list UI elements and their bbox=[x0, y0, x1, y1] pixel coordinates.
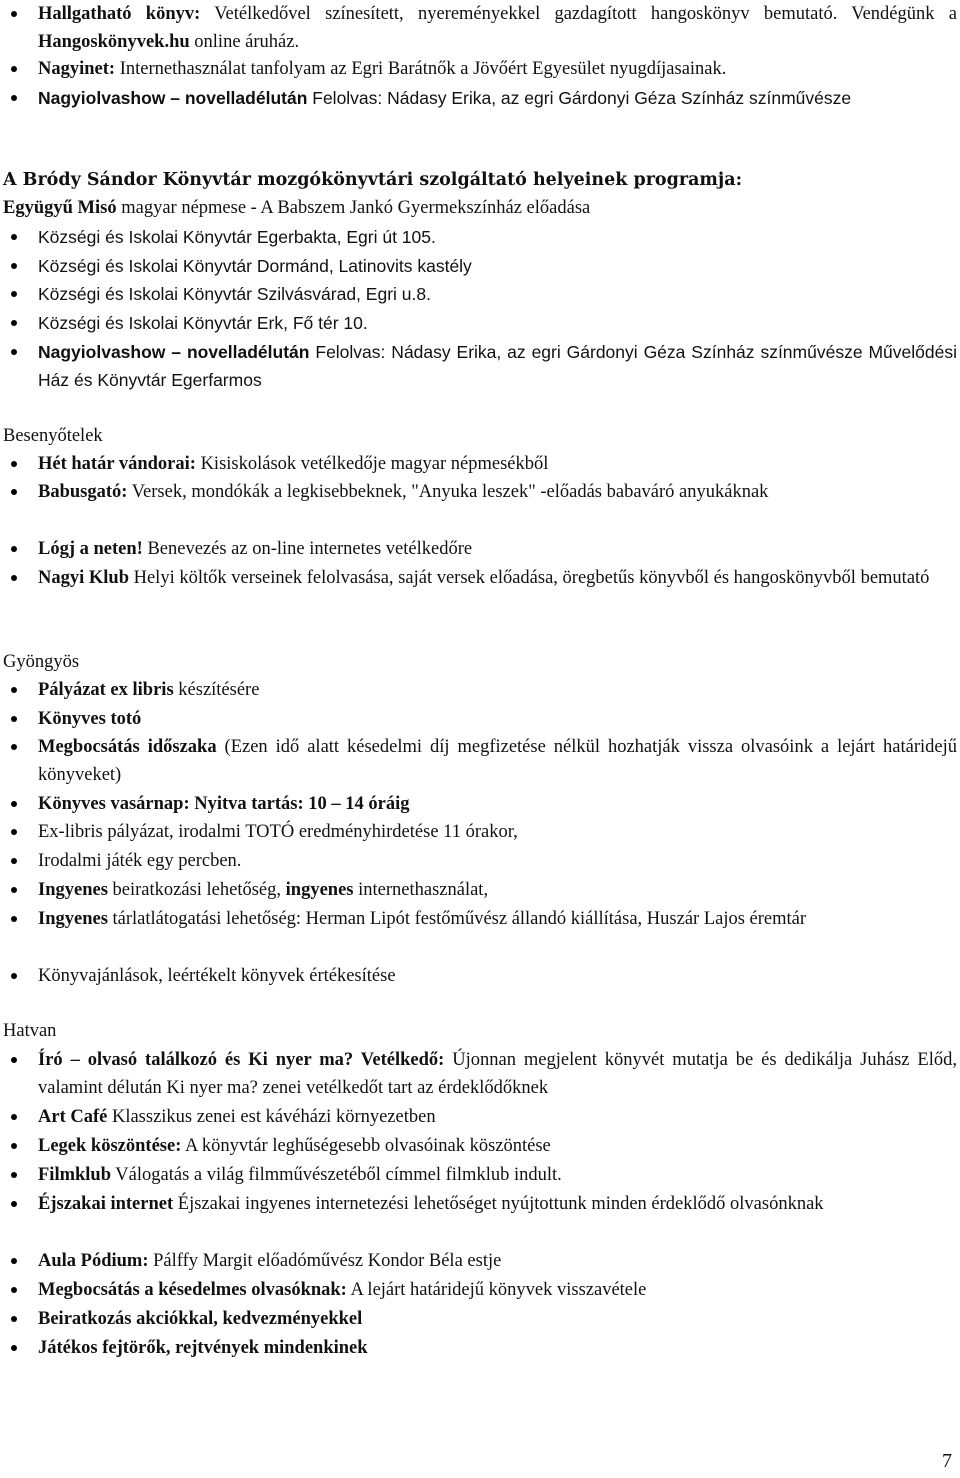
bold-label: Éjszakai internet bbox=[38, 1194, 174, 1214]
text-run: beiratkozási lehetőség, bbox=[107, 880, 286, 900]
text-run: A lejárt határidejű könyvek visszavétele bbox=[346, 1280, 647, 1300]
text-run: Községi és Iskolai Könyvtár Erk, Fő tér 10. bbox=[38, 313, 368, 333]
bold-label: Játékos fejtörők, rejtvények mindenkinek bbox=[38, 1338, 368, 1358]
bold-label: Hangoskönyvek.hu bbox=[38, 32, 190, 52]
bold-label: Ingyenes bbox=[38, 880, 108, 900]
bold-label: Babusgató: bbox=[38, 482, 128, 502]
text-run: Kisiskolások vetélkedője magyar népmesékből bbox=[195, 454, 549, 474]
list-item bbox=[38, 1103, 957, 1131]
list-item bbox=[38, 705, 957, 733]
text-run: Felolvas: Nádasy Erika, az egri Gárdonyi Géza Színház színművésze Művelődési Ház és Könyvtár Egerfarmos bbox=[38, 342, 957, 390]
text-run: Vetélkedővel színesített, nyereményekkel gazdagított hangoskönyv bemutató. Vendégünk a bbox=[200, 4, 957, 24]
text-run: Pálffy Margit előadóművész Kondor Béla estje bbox=[148, 1251, 502, 1271]
bold-label: Megbocsátás a késedelmes olvasóknak: bbox=[38, 1280, 347, 1300]
bold-label: Hét határ vándorai: bbox=[38, 454, 196, 474]
mobile-library-intro bbox=[3, 194, 957, 222]
text-run: Községi és Iskolai Könyvtár Szilvásvárad, Egri u.8. bbox=[38, 284, 431, 304]
text-run: (Ezen idő alatt késedelmi díj megfizetése nélkül hozhatják vissza olvasóink a lejárt határidejű könyveket) bbox=[38, 737, 957, 785]
bold-label: Nagyinet: bbox=[38, 59, 116, 79]
bold-label: Filmklub bbox=[38, 1165, 111, 1185]
text-run: Irodalmi játék egy percben. bbox=[38, 851, 242, 871]
list-item bbox=[38, 962, 957, 990]
list-item bbox=[38, 338, 957, 394]
bold-label: ingyenes bbox=[285, 880, 354, 900]
bold-label: Nagyiolvashow – novelladélután bbox=[38, 342, 310, 362]
list-item bbox=[38, 790, 957, 818]
list-item bbox=[38, 905, 957, 933]
list-item bbox=[38, 223, 957, 251]
page-number: 7 bbox=[942, 1450, 952, 1472]
bold-label: Art Café bbox=[38, 1107, 108, 1127]
list-item bbox=[38, 1334, 957, 1362]
bold-label: Nagyiolvashow – novelladélután bbox=[38, 88, 308, 108]
text-run: Versek, mondókák a legkisebbeknek, "Anyuka leszek" -előadás babaváró anyukáknak bbox=[127, 482, 769, 502]
list-item bbox=[38, 1190, 957, 1218]
text-run: Újonnan megjelent könyvét mutatja be és dedikálja Juhász Előd, valamint délután Ki nyer ma? zenei vetélkedőt tart az érdeklődőknek bbox=[38, 1050, 957, 1098]
bold-label: Lógj a neten! bbox=[38, 539, 143, 559]
list-item bbox=[38, 1046, 957, 1102]
list-item bbox=[38, 1305, 957, 1333]
section-title-hatvan: Hatvan bbox=[3, 1021, 57, 1041]
mobile-library-heading: A Bródy Sándor Könyvtár mozgókönyvtári szolgáltató helyeinek programja: bbox=[3, 170, 743, 190]
list-item bbox=[38, 1161, 957, 1189]
list-item bbox=[38, 535, 957, 563]
list-item bbox=[38, 0, 957, 56]
section-title-besenyotelek: Besenyőtelek bbox=[3, 426, 103, 446]
list-item bbox=[38, 1132, 957, 1160]
bold-label: Könyves totó bbox=[38, 709, 142, 729]
text-run: Helyi költők verseinek felolvasása, saját versek előadása, öregbetűs könyvből és hangoskönyvből bemutató bbox=[128, 568, 930, 588]
text-run: Könyvajánlások, leértékelt könyvek értékesítése bbox=[38, 966, 396, 986]
bold-label: Legek köszöntése: bbox=[38, 1136, 182, 1156]
list-item bbox=[38, 450, 957, 478]
list-item bbox=[38, 1247, 957, 1275]
list-item bbox=[38, 280, 957, 308]
list-item bbox=[38, 676, 957, 704]
list-item bbox=[38, 876, 957, 904]
bold-label: Ingyenes bbox=[38, 909, 108, 929]
bold-label: Pályázat ex libris bbox=[38, 680, 174, 700]
list-item bbox=[38, 564, 957, 592]
text-run: Községi és Iskolai Könyvtár Dormánd, Latinovits kastély bbox=[38, 256, 472, 276]
text-run: Ex-libris pályázat, irodalmi TOTÓ eredményhirdetése 11 órakor, bbox=[38, 822, 518, 842]
text-run: készítésére bbox=[173, 680, 260, 700]
text-run: Benevezés az on-line internetes vetélkedőre bbox=[142, 539, 473, 559]
bold-label: Hallgatható könyv: bbox=[38, 4, 201, 24]
text-run: Községi és Iskolai Könyvtár Egerbakta, Egri út 105. bbox=[38, 227, 436, 247]
text-run: Válogatás a világ filmművészetéből címmel filmklub indult. bbox=[111, 1165, 562, 1185]
list-item bbox=[38, 309, 957, 337]
text-run: Internethasználat tanfolyam az Egri Barátnők a Jövőért Egyesület nyugdíjasainak. bbox=[115, 59, 727, 79]
section-title-gyongyos: Gyöngyös bbox=[3, 652, 80, 672]
text-run: magyar népmese - A Babszem Jankó Gyermekszínház előadása bbox=[116, 198, 591, 218]
list-item bbox=[38, 478, 957, 506]
list-item bbox=[38, 84, 957, 112]
bold-label: Könyves vasárnap: Nyitva tartás: 10 – 14 óráig bbox=[38, 794, 410, 814]
list-item bbox=[38, 1276, 957, 1304]
text-run: internethasználat, bbox=[353, 880, 489, 900]
list-item bbox=[38, 733, 957, 789]
text-run: Éjszakai ingyenes internetezési lehetőséget nyújtottunk minden érdeklődő olvasónknak bbox=[173, 1194, 824, 1214]
bold-label: Beiratkozás akciókkal, kedvezményekkel bbox=[38, 1309, 363, 1329]
text-run: online áruház. bbox=[189, 32, 300, 52]
text-run: tárlatlátogatási lehetőség: Herman Lipót festőművész állandó kiállítása, Huszár Lajos éremtár bbox=[107, 909, 807, 929]
list-item bbox=[38, 818, 957, 846]
list-item bbox=[38, 252, 957, 280]
bold-label: Író – olvasó találkozó és Ki nyer ma? Vetélkedő: bbox=[38, 1050, 445, 1070]
bold-label: Aula Pódium: bbox=[38, 1251, 149, 1271]
text-run: A könyvtár leghűségesebb olvasóinak köszöntése bbox=[181, 1136, 551, 1156]
text-run: Klasszikus zenei est kávéházi környezetben bbox=[107, 1107, 436, 1127]
text-run: Felolvas: Nádasy Erika, az egri Gárdonyi Géza Színház színművésze bbox=[307, 88, 852, 108]
list-item bbox=[38, 847, 957, 875]
list-item bbox=[38, 55, 957, 83]
bold-label: Nagyi Klub bbox=[38, 568, 129, 588]
bold-label: Megbocsátás időszaka bbox=[38, 737, 217, 757]
bold-label: Együgyű Misó bbox=[3, 198, 117, 218]
